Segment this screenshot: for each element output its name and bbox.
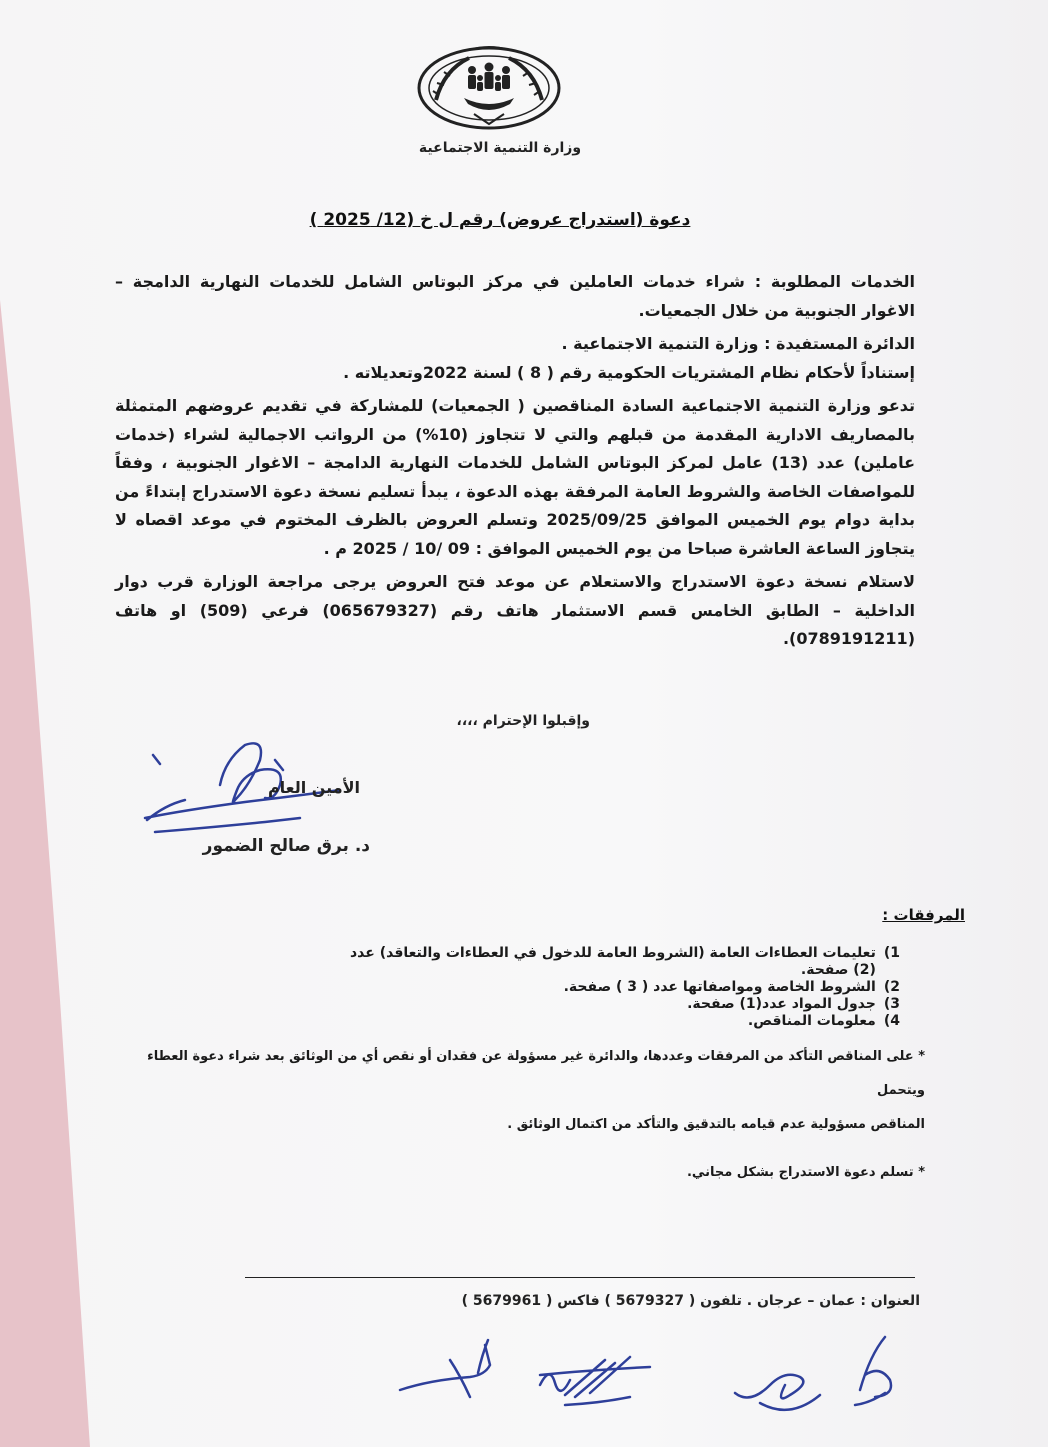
list-item	[330, 1013, 900, 1030]
attachments-list	[330, 945, 900, 1030]
note-1-line-2: المناقص مسؤولية عدم قيامه بالتدقيق والتأكد من اكتمال الوثائق .	[507, 1117, 925, 1132]
item-text: جدول المواد عدد(1) صفحة.	[687, 996, 876, 1012]
footer-address: العنوان : عمان – عرجان . تلفون ( 5679327 ) فاكس ( 5679961 )	[461, 1293, 920, 1309]
item-text: تعليمات العطاءات العامة (الشروط العامة للدخول في العطاءات والتعاقد) عدد (2) صفحة.	[350, 945, 876, 978]
list-item	[330, 979, 900, 996]
footer-divider	[245, 1277, 915, 1278]
item-number: 1)	[883, 945, 900, 961]
attachments-label: المرفقات :	[882, 906, 965, 924]
handwritten-initials	[390, 1325, 910, 1425]
note-1-line-1: * على المناقص التأكد من المرفقات وعددها، والدائرة غير مسؤولة عن فقدان أو نقص أي من الوثائق بعد شراء دعوة العطاء ويتحمل	[147, 1049, 925, 1098]
invitation-paragraph: تدعو وزارة التنمية الاجتماعية السادة المناقصين ( الجمعيات) للمشاركة في تقديم عروضهم المتمثلة بالمصاريف الادارية المقدمة من قبلهم والتي لا تتجاوز (10%) من الرواتب الاجمالية لشراء (خدمات عاملين) عدد (13) عامل لمركز البوتاس الشامل للخدمات النهارية الدامجة – الاغوار الجنوبية ، وفقاً للمواصفات الخاصة والشروط العامة المرفقة بهذه الدعوة ، يبدأ تسليم نسخة دعوة الاستدراج إبتداءً من بداية دوام يوم الخميس الموافق 2025/09/25 وتسلم العروض بالظرف المختوم في موعد اقصاه لا يتجاوز الساعة العاشرة صباحا من يوم الخميس الموافق : 09 /10 / 2025 م .	[115, 396, 916, 558]
inquiry-paragraph: لاستلام نسخة دعوة الاستدراج والاستعلام عن موعد فتح العروض يرجى مراجعة الوزارة قرب دوار الداخلية – الطابق الخامس قسم الاستثمار هاتف رقم (065679327) فرعي (509) او هاتف (0789191211).	[115, 572, 915, 648]
item-number: 3)	[883, 996, 900, 1012]
ministry-name: وزارة التنمية الاجتماعية	[418, 140, 582, 156]
item-number: 4)	[883, 1013, 900, 1029]
item-text: الشروط الخاصة ومواصفاتها عدد ( 3 ) صفحة.	[563, 979, 876, 995]
services-required-paragraph: الخدمات المطلوبة : شراء خدمات العاملين في مركز البوتاس الشامل للخدمات النهارية الدامجة – الاغوار الجنوبية من خلال الجمعيات.	[115, 272, 915, 320]
document-title	[300, 210, 700, 230]
note-2: * تسلم دعوة الاستدراج بشكل مجاني.	[686, 1165, 925, 1180]
closing-salutation: وإقبلوا الإحترام ،،،،	[456, 713, 590, 729]
item-text: معلومات المناقص.	[747, 1013, 876, 1029]
list-item	[330, 996, 900, 1013]
list-item	[330, 945, 900, 979]
title-text: دعوة (استدراج عروض) رقم ل خ (12/ 2025 )	[309, 210, 691, 230]
item-number: 2)	[883, 979, 900, 995]
notes-section	[125, 1040, 925, 1190]
letter-body	[115, 268, 915, 654]
beneficiary-paragraph: الدائرة المستفيدة : وزارة التنمية الاجتماعية .	[561, 334, 915, 353]
legal-basis-paragraph: إستناداً لأحكام نظام المشتريات الحكومية رقم ( 8 ) لسنة 2022وتعديلاته .	[343, 362, 915, 382]
signatory-name: د. برق صالح الضمور	[202, 836, 370, 856]
ministry-logo-emblem	[414, 40, 564, 135]
signatory-title: الأمين العام	[267, 778, 360, 797]
